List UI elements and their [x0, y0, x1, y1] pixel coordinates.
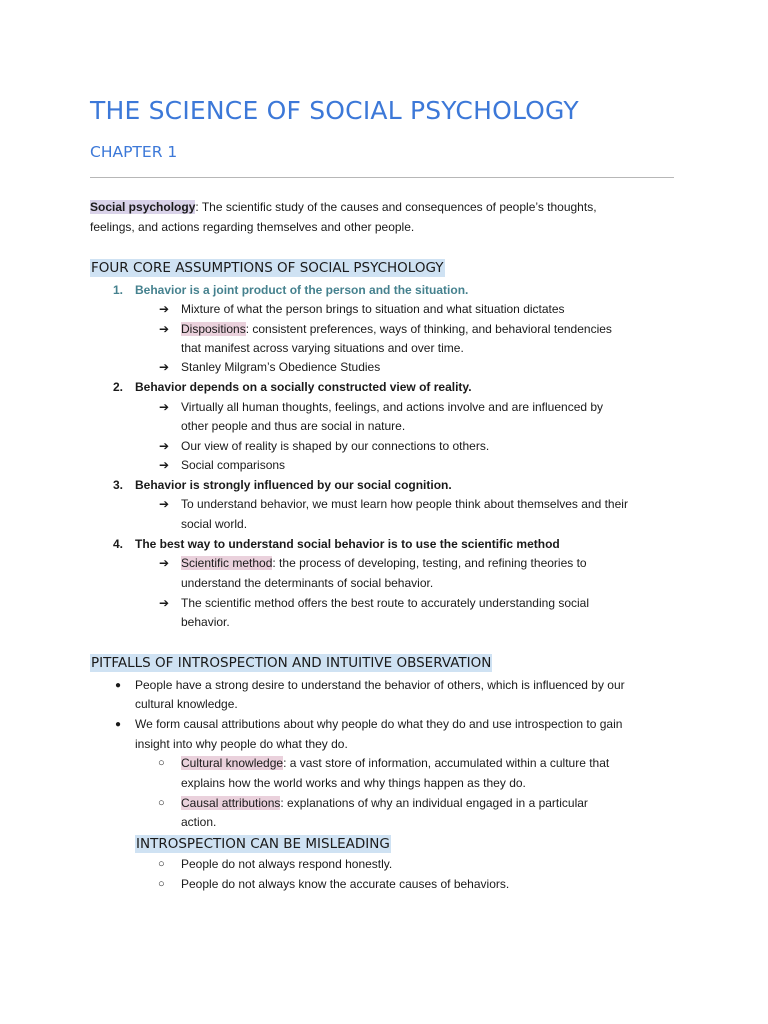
list-subitem	[181, 320, 612, 340]
list-subitem-cont: understand the determinants of social behavior.	[181, 576, 434, 590]
list-subitem-cont: other people and thus are social in nature.	[181, 419, 406, 433]
arrow-bullet-icon: ➔	[159, 302, 170, 316]
subbullet-item	[181, 794, 588, 814]
subbullet-item	[181, 754, 609, 774]
arrow-bullet-icon: ➔	[159, 497, 170, 511]
list-subitem: Virtually all human thoughts, feelings, and actions involve and are influenced by	[181, 400, 604, 414]
definition-paragraph	[90, 197, 680, 237]
definition-term: Social psychology	[90, 200, 196, 214]
list-item-title: Behavior is a joint product of the person and the situation.	[135, 283, 469, 297]
list-item-title: The best way to understand social behavior is to use the scientific method	[135, 537, 560, 551]
subitem-text: : explanations of why an individual engaged in a particular	[280, 796, 588, 810]
arrow-bullet-icon: ➔	[159, 439, 170, 453]
bullet-item: We form causal attributions about why people do what they do and use introspection to gain	[135, 717, 623, 731]
list-item-title: Behavior depends on a socially constructed view of reality.	[135, 380, 472, 394]
list-subitem	[181, 554, 587, 574]
list-subitem: The scientific method offers the best route to accurately understanding social	[181, 596, 590, 610]
list-number: 4.	[113, 537, 124, 551]
list-number: 3.	[113, 478, 124, 492]
arrow-bullet-icon: ➔	[159, 322, 170, 336]
list-number: 1.	[113, 283, 124, 297]
subheading-introspection: INTROSPECTION CAN BE MISLEADING	[136, 836, 390, 852]
definition-text-2: feelings, and actions regarding themselves and other people.	[90, 220, 415, 234]
bullet-item-cont: cultural knowledge.	[135, 697, 238, 711]
term-highlight: Causal attributions	[181, 796, 281, 810]
list-subitem: Mixture of what the person brings to situation and what situation dictates	[181, 302, 565, 316]
circle-bullet-icon: ○	[158, 858, 165, 870]
arrow-bullet-icon: ➔	[159, 400, 170, 414]
arrow-bullet-icon: ➔	[159, 360, 170, 374]
arrow-bullet-icon: ➔	[159, 556, 170, 570]
arrow-bullet-icon: ➔	[159, 458, 170, 472]
list-subitem-cont: behavior.	[181, 615, 230, 629]
divider	[90, 177, 674, 178]
subbullet-item-cont: action.	[181, 815, 217, 829]
bullet-icon: ●	[115, 680, 122, 691]
circle-bullet-icon: ○	[158, 797, 165, 809]
term-highlight: Scientific method	[181, 556, 273, 570]
arrow-bullet-icon: ➔	[159, 596, 170, 610]
list-subitem: Social comparisons	[181, 458, 286, 472]
subitem-text: : the process of developing, testing, and refining theories to	[272, 556, 587, 570]
section-heading-pitfalls: PITFALLS OF INTROSPECTION AND INTUITIVE OBSERVATION	[91, 655, 492, 671]
list-subitem: Our view of reality is shaped by our connections to others.	[181, 439, 490, 453]
bullet-item: People have a strong desire to understand the behavior of others, which is influenced by our	[135, 678, 625, 692]
page-title: THE SCIENCE OF SOCIAL PSYCHOLOGY	[90, 96, 579, 125]
subitem-text: : a vast store of information, accumulated within a culture that	[283, 756, 610, 770]
section-heading-core-assumptions: FOUR CORE ASSUMPTIONS OF SOCIAL PSYCHOLOGY	[91, 260, 444, 276]
subbullet-item: People do not always know the accurate causes of behaviors.	[181, 877, 510, 891]
subbullet-item-cont: explains how the world works and why things happen as they do.	[181, 776, 526, 790]
subbullet-item: People do not always respond honestly.	[181, 857, 393, 871]
circle-bullet-icon: ○	[158, 878, 165, 890]
list-number: 2.	[113, 380, 124, 394]
chapter-label: CHAPTER 1	[90, 143, 178, 161]
circle-bullet-icon: ○	[158, 757, 165, 769]
list-subitem-cont: social world.	[181, 517, 248, 531]
bullet-icon: ●	[115, 719, 122, 730]
definition-text: : The scientific study of the causes and consequences of people’s thoughts,	[195, 200, 597, 214]
subitem-text: : consistent preferences, ways of thinking, and behavioral tendencies	[245, 322, 612, 336]
list-subitem-cont: that manifest across varying situations and over time.	[181, 341, 464, 355]
list-subitem: To understand behavior, we must learn how people think about themselves and their	[181, 497, 628, 511]
list-item-title: Behavior is strongly influenced by our social cognition.	[135, 478, 452, 492]
list-subitem: Stanley Milgram’s Obedience Studies	[181, 360, 381, 374]
bullet-item-cont: insight into why people do what they do.	[135, 737, 348, 751]
term-highlight: Dispositions	[181, 322, 246, 336]
term-highlight: Cultural knowledge	[181, 756, 284, 770]
